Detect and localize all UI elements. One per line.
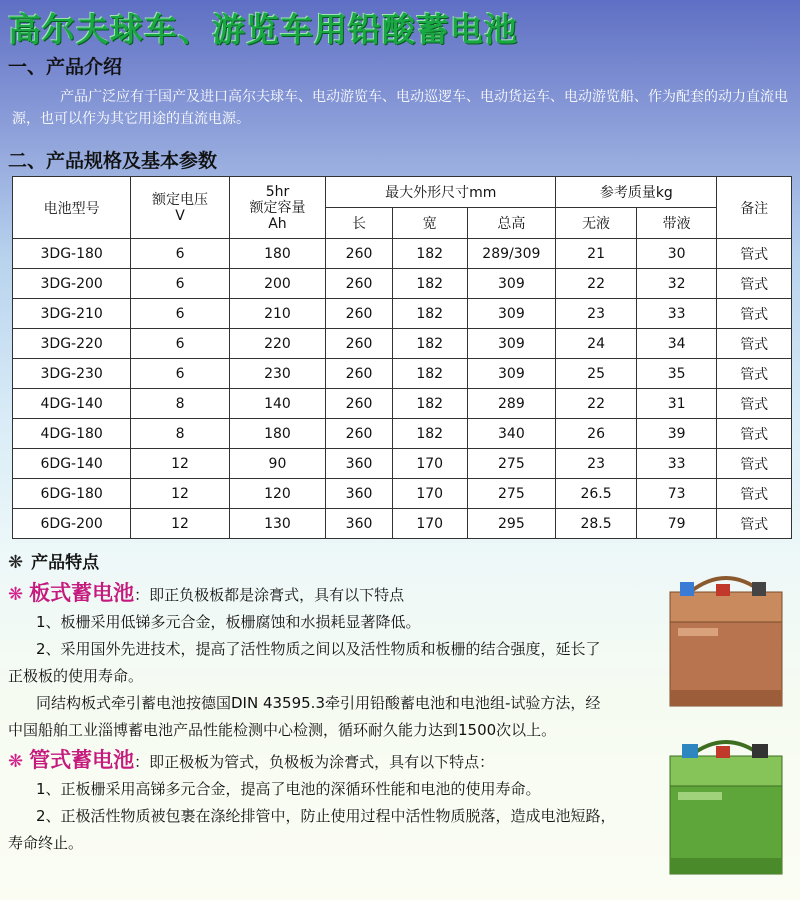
cell-capacity: 120 [229,479,325,509]
table-row [13,359,792,389]
cell-wet-mass: 73 [636,479,717,509]
tube-item-1: 1、正板栅采用高锑多元合金，提高了电池的深循环性能和电池的使用寿命。 [36,780,541,798]
cell-capacity: 180 [229,419,325,449]
table-row [13,389,792,419]
cell-voltage: 12 [131,449,229,479]
plate-item-2a: 2、采用国外先进技术，提高了活性物质之间以及活性物质和板栅的结合强度，延长了 [36,640,601,658]
cell-voltage: 6 [131,299,229,329]
features-heading: 产品特点 [31,553,100,573]
cell-length: 260 [326,299,393,329]
cell-wet-mass: 39 [636,419,717,449]
section2-heading: 二、产品规格及基本参数 [8,150,218,172]
cell-dry-mass: 23 [556,299,637,329]
cell-wet-mass: 31 [636,389,717,419]
cell-height: 289 [467,389,556,419]
cell-length: 260 [326,269,393,299]
cell-length: 360 [326,449,393,479]
cell-capacity: 210 [229,299,325,329]
cell-height: 309 [467,269,556,299]
cell-model: 4DG-140 [13,389,131,419]
cell-height: 340 [467,419,556,449]
asterisk-icon: ❋ [8,552,24,573]
cell-capacity: 180 [229,239,325,269]
cell-note: 管式 [717,329,792,359]
cell-model: 6DG-140 [13,449,131,479]
cell-note: 管式 [717,419,792,449]
cell-wet-mass: 32 [636,269,717,299]
cell-wet-mass: 33 [636,449,717,479]
cell-note: 管式 [717,359,792,389]
table-header-row [13,177,792,208]
plate-title-line [8,577,658,609]
cell-length: 260 [326,359,393,389]
tube-item-2a: 2、正极活性物质被包裹在涤纶排管中，防止使用过程中活性物质脱落，造成电池短路， [36,807,616,825]
cell-length: 260 [326,329,393,359]
cell-dry-mass: 23 [556,449,637,479]
cell-wet-mass: 35 [636,359,717,389]
cell-height: 309 [467,329,556,359]
cell-height: 309 [467,359,556,389]
cell-width: 170 [392,509,467,539]
cell-voltage: 12 [131,479,229,509]
cell-length: 260 [326,419,393,449]
green-battery-image [660,728,792,878]
header-model: 电池型号 [13,177,131,239]
header-length: 长 [326,208,393,239]
header-height: 总高 [467,208,556,239]
plate-test-a: 同结构板式牵引蓄电池按德国DIN 43595.3牵引用铅酸蓄电池和电池组-试验方法，经 [36,694,601,712]
cell-height: 289/309 [467,239,556,269]
table-row [13,449,792,479]
cell-voltage: 6 [131,239,229,269]
cell-voltage: 6 [131,329,229,359]
cell-wet-mass: 79 [636,509,717,539]
header-capacity-rate: 5hr [265,183,290,200]
cell-capacity: 90 [229,449,325,479]
header-voltage [131,177,229,239]
cell-width: 182 [392,269,467,299]
brown-battery-image [660,562,792,710]
tube-item-2b: 寿命终止。 [8,834,84,852]
header-dry-mass: 无液 [556,208,637,239]
cell-voltage: 12 [131,509,229,539]
cell-dry-mass: 26 [556,419,637,449]
cell-width: 182 [392,419,467,449]
cell-model: 4DG-180 [13,419,131,449]
cell-width: 182 [392,359,467,389]
asterisk-icon: ❋ [8,584,24,605]
plate-item-2b: 正极板的使用寿命。 [8,667,144,685]
cell-capacity: 220 [229,329,325,359]
cell-voltage: 6 [131,269,229,299]
asterisk-icon: ❋ [8,751,24,772]
plate-battery-intro: ：即正负极板都是涂膏式，具有以下特点 [134,586,405,604]
plate-item-1: 1、板栅采用低锑多元合金，板栅腐蚀和水损耗显著降低。 [36,613,421,631]
table-row [13,299,792,329]
cell-height: 295 [467,509,556,539]
cell-voltage: 6 [131,359,229,389]
cell-width: 170 [392,449,467,479]
tube-battery-intro: ：即正极板为管式，负极板为涂膏式，具有以下特点： [134,753,495,771]
cell-wet-mass: 33 [636,299,717,329]
tube-battery-title: 管式蓄电池 [29,748,135,772]
cell-note: 管式 [717,479,792,509]
cell-height: 275 [467,449,556,479]
cell-height: 275 [467,479,556,509]
cell-wet-mass: 34 [636,329,717,359]
cell-note: 管式 [717,239,792,269]
cell-height: 309 [467,299,556,329]
header-width: 宽 [392,208,467,239]
table-row [13,479,792,509]
header-note: 备注 [717,177,792,239]
features-heading-line [8,548,658,573]
cell-note: 管式 [717,509,792,539]
cell-model: 3DG-220 [13,329,131,359]
cell-width: 182 [392,389,467,419]
cell-dry-mass: 28.5 [556,509,637,539]
cell-dry-mass: 24 [556,329,637,359]
cell-dry-mass: 26.5 [556,479,637,509]
cell-capacity: 200 [229,269,325,299]
features-section [8,548,658,857]
table-row [13,239,792,269]
cell-length: 360 [326,509,393,539]
cell-dry-mass: 25 [556,359,637,389]
cell-model: 6DG-200 [13,509,131,539]
cell-dry-mass: 22 [556,389,637,419]
cell-capacity: 130 [229,509,325,539]
header-voltage-label: 额定电压 [152,191,209,208]
cell-length: 260 [326,389,393,419]
cell-capacity: 230 [229,359,325,389]
page-title: 高尔夫球车、游览车用铅酸蓄电池 [8,10,518,49]
section1-heading: 一、产品介绍 [8,56,123,78]
cell-width: 170 [392,479,467,509]
tube-title-line [8,744,658,776]
plate-test-b: 中国船舶工业淄博蓄电池产品性能检测中心检测，循环耐久能力达到1500次以上。 [8,721,557,739]
cell-width: 182 [392,239,467,269]
header-capacity [229,177,325,239]
header-mass: 参考质量kg [556,177,717,208]
header-capacity-unit: Ah [268,215,287,232]
cell-voltage: 8 [131,389,229,419]
cell-width: 182 [392,299,467,329]
section1-text: 产品广泛应有于国产及进口高尔夫球车、电动游览车、电动巡逻车、电动货运车、电动游览船、作为配套的动力直流电源，也可以作为其它用途的直流电源。 [12,89,788,127]
cell-note: 管式 [717,269,792,299]
plate-battery-title: 板式蓄电池 [29,581,135,605]
cell-dry-mass: 22 [556,269,637,299]
table-row [13,329,792,359]
header-wet-mass: 带液 [636,208,717,239]
spec-table [12,176,792,539]
table-row [13,419,792,449]
cell-capacity: 140 [229,389,325,419]
cell-model: 3DG-200 [13,269,131,299]
cell-dry-mass: 21 [556,239,637,269]
header-voltage-unit: V [175,207,185,224]
cell-length: 360 [326,479,393,509]
cell-width: 182 [392,329,467,359]
header-capacity-label: 额定容量 [249,199,306,216]
cell-model: 3DG-180 [13,239,131,269]
cell-model: 6DG-180 [13,479,131,509]
table-row [13,269,792,299]
cell-note: 管式 [717,299,792,329]
cell-note: 管式 [717,449,792,479]
header-dimensions: 最大外形尺寸mm [326,177,556,208]
cell-length: 260 [326,239,393,269]
cell-model: 3DG-230 [13,359,131,389]
cell-voltage: 8 [131,419,229,449]
cell-model: 3DG-210 [13,299,131,329]
cell-wet-mass: 30 [636,239,717,269]
table-row [13,509,792,539]
cell-note: 管式 [717,389,792,419]
